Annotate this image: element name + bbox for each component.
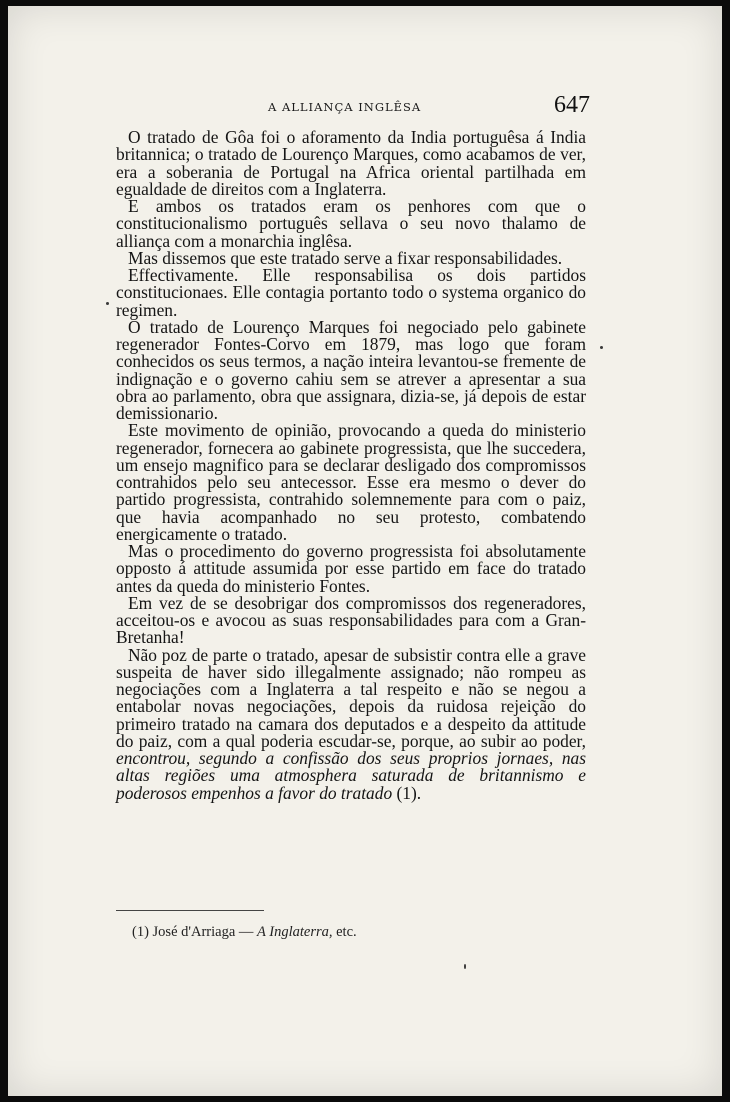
italic-quote: encontrou, segundo a confissão dos seus proprios jornaes, nas altas regiões uma atmosphera saturada de britannismo e poderosos empenhos a favor do tratado: [116, 748, 586, 803]
paragraph-text: Em vez de se desobrigar dos compromissos dos regeneradores, acceitou-os e avocou as suas responsabilidades para com a Gran-Bretanha!: [116, 592, 586, 648]
paragraph: [116, 422, 586, 543]
footnote-title: A Inglaterra,: [257, 924, 333, 940]
page-number: 647: [554, 92, 590, 118]
footnote: [132, 924, 357, 941]
footnote-divider: [116, 910, 264, 911]
body-text: [116, 129, 586, 802]
ink-speck: [600, 346, 603, 349]
paragraph-text: E ambos os tratados eram os penhores com que o constitucionalismo português sellava o seu novo thalamo de alliança com a monarchia inglêsa.: [116, 196, 586, 251]
paragraph-text: Effectivamente. Elle responsabilisa os dois partidos constitucionaes. Elle contagia portanto todo o systema organico do regimen.: [116, 265, 586, 320]
paragraph: [116, 198, 586, 250]
footnote-marker: (1) José d'Arriaga —: [132, 924, 258, 940]
paragraph-text: O tratado de Lourenço Marques foi negociado pelo gabinete regenerador Fontes-Corvo em 1879, mas logo que foram conhecidos os seus termos, a nação inteira levantou-se fremente de indignação e o governo cahiu sem se atrever a apresentar a sua obra ao parlamento, obra que assignara, dizia-se, já depois de estar demissionario.: [116, 316, 586, 423]
paragraph: [116, 644, 586, 803]
running-header: [118, 94, 598, 122]
footnote-suffix: etc.: [332, 924, 357, 940]
paragraph-text: Este movimento de opinião, provocando a queda do ministerio regenerador, fornecera ao gabinete progressista, que lhe succedera, um ensejo magnifico para se declarar desligado dos compromissos contrahidos pelo seu antecessor. Esse era mesmo o dever do partido progressista, contrahido solemnemente para com o paiz, que havia acompanhado no seu protesto, combatendo energicamente o tratado.: [116, 420, 586, 544]
running-title: A ALLIANÇA INGLÊSA: [268, 100, 422, 114]
scanned-page: [8, 6, 722, 1096]
paragraph: [116, 129, 586, 198]
footnote-reference: (1).: [392, 782, 422, 803]
paragraph-text: O tratado de Gôa foi o aforamento da India portuguêsa á India britannica; o tratado de Lourenço Marques, como acabamos de ver, era a soberania de Portugal na Africa oriental partilhada em egualdade de direitos com a Inglaterra.: [116, 127, 586, 199]
paragraph-text: Mas o procedimento do governo progressista foi absolutamente opposto á attitude assumida por esse partido em face do tratado antes da queda do ministerio Fontes.: [116, 541, 586, 596]
paragraph: [116, 592, 586, 648]
paragraph: [116, 267, 586, 319]
paragraph-text: Mas dissemos que este tratado serve a fixar responsabilidades.: [128, 247, 563, 268]
ink-speck: [106, 302, 109, 305]
paragraph-text: Não poz de parte o tratado, apesar de subsistir contra elle a grave suspeita de haver sido illegalmente assignado; não rompeu as negociações com a Inglaterra a tal respeito e não se negou a entabolar novas negociações, depois da ruidosa rejeição do primeiro tratado na camara dos deputados e a despeito da attitude do paiz, com a qual poderia escudar-se, porque, ao subir ao poder,: [116, 644, 586, 751]
ink-speck: [464, 964, 466, 969]
paragraph: [116, 316, 586, 423]
paragraph: [116, 543, 586, 595]
